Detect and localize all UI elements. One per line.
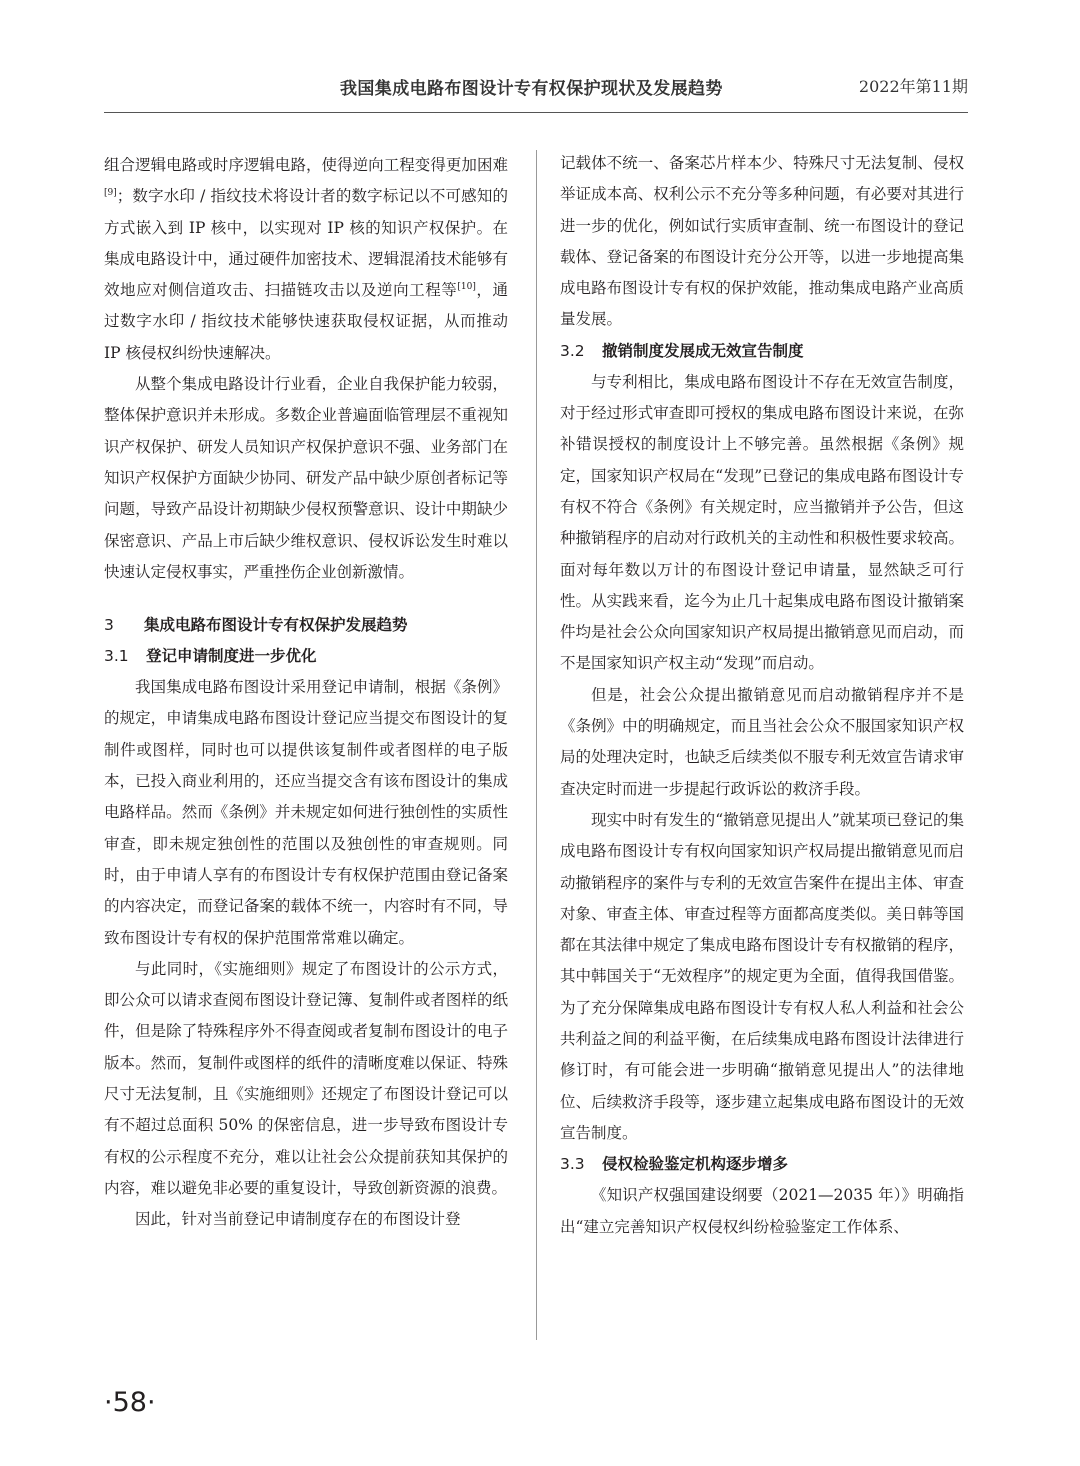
subsection-heading bbox=[560, 336, 964, 367]
subsection-heading bbox=[560, 1149, 964, 1180]
section-title: 撤销制度发展成无效宣告制度 bbox=[602, 341, 804, 360]
paragraph: 《知识产权强国建设纲要（2021—2035 年）》明确指出“建立完善知识产权侵权纠纷检验鉴定工作体系、 bbox=[560, 1186, 964, 1236]
paragraph: 我国集成电路布图设计采用登记申请制，根据《条例》的规定，申请集成电路布图设计登记应当提交布图设计的复制件或图样，同时也可以提供该复制件或者图样的电子版本，已投入商业利用的，还应当提交含有该布图设计的集成电路样品。然而《条例》并未规定如何进行独创性的实质性审查，即未规定独创性的范围以及独创性的审查规则。同时，由于申请人享有的布图设计专有权保护范围由登记备案的内容决定，而登记备案的载体不统一，内容时有不同，导致布图设计专有权的保护范围常常难以确定。 bbox=[104, 678, 508, 947]
paragraph: 现实中时有发生的“撤销意见提出人”就某项已登记的集成电路布图设计专有权向国家知识产权局提出撤销意见而启动撤销程序的案件与专利的无效宣告案件在提出主体、审查对象、审查主体、审查过程等方面都高度类似。美日韩等国都在其法律中规定了集成电路布图设计专有权撤销的程序，其中韩国关于“无效程序”的规定更为全面，值得我国借鉴。为了充分保障集成电路布图设计专有权人私人利益和社会公共利益之间的利益平衡，在后续集成电路布图设计法律进行修订时，有可能会进一步明确“撤销意见提出人”的法律地位、后续救济手段等，逐步建立起集成电路布图设计的无效宣告制度。 bbox=[560, 810, 964, 1142]
section-title: 登记申请制度进一步优化 bbox=[146, 647, 317, 666]
paragraph: 记载体不统一、备案芯片样本少、特殊尺寸无法复制、侵权举证成本高、权利公示不充分等多种问题，有必要对其进行进一步的优化，例如试行实质审查制、统一布图设计的登记载体、登记备案的布图设计充分公开等，以进一步地提高集成电路布图设计专有权的保护效能，推动集成电路产业高质量发展。 bbox=[560, 154, 964, 329]
paragraph: 与专利相比，集成电路布图设计不存在无效宣告制度，对于经过形式审查即可授权的集成电路布图设计来说，在弥补错误授权的制度设计上不够完善。虽然根据《条例》规定，国家知识产权局在“发现”已登记的集成电路布图设计专有权不符合《条例》有关规定时，应当撤销并予公告，但这种撤销程序的启动对行政机关的主动性和积极性要求较高。面对每年数以万计的布图设计登记申请量，显然缺乏可行性。从实践来看，迄今为止几十起集成电路布图设计撤销案件均是社会公众向国家知识产权局提出撤销意见而启动，而不是国家知识产权主动“发现”而启动。 bbox=[560, 372, 964, 673]
page-number: ·58· bbox=[104, 1387, 156, 1418]
citation-ref: [9] bbox=[104, 188, 117, 199]
header-rule bbox=[104, 112, 968, 113]
section-title: 集成电路布图设计专有权保护发展趋势 bbox=[144, 616, 408, 635]
paragraph: 因此，针对当前登记申请制度存在的布图设计登 bbox=[135, 1210, 461, 1229]
section-number: 3 bbox=[104, 616, 114, 635]
column-divider bbox=[536, 150, 537, 1340]
left-column bbox=[104, 150, 508, 1236]
paragraph-text: ；数字水印 / 指纹技术将设计者的数字标记以不可感知的方式嵌入到 IP 核中，以实现对 IP 核的知识产权保护。在集成电路设计中，通过硬件加密技术、逻辑混淆技术能够有效地应对侧信道攻击、扫描链攻击以及逆向工程等 bbox=[104, 187, 508, 300]
section-number: 3.1 bbox=[104, 647, 129, 666]
issue-label: 2022年第11期 bbox=[858, 77, 968, 96]
subsection-heading bbox=[104, 641, 508, 672]
section-title: 侵权检验鉴定机构逐步增多 bbox=[602, 1155, 789, 1174]
journal-article-title: 我国集成电路布图设计专有权保护现状及发展趋势 bbox=[340, 79, 723, 99]
paragraph: 但是，社会公众提出撤销意见而启动撤销程序并不是《条例》中的明确规定，而且当社会公众不服国家知识产权局的处理决定时，也缺乏后续类似不服专利无效宣告请求审查决定时而进一步提起行政诉讼的救济手段。 bbox=[560, 685, 964, 798]
right-column bbox=[560, 148, 964, 1243]
section-heading bbox=[104, 610, 508, 641]
section-number: 3.2 bbox=[560, 341, 585, 360]
paragraph: 从整个集成电路设计行业看，企业自我保护能力较弱，整体保护意识并未形成。多数企业普遍面临管理层不重视知识产权保护、研发人员知识产权保护意识不强、业务部门在知识产权保护方面缺少协同、研发产品中缺少原创者标记等问题，导致产品设计初期缺少侵权预警意识、设计中期缺少保密意识、产品上市后缺少维权意识、侵权诉讼发生时难以快速认定侵权事实，严重挫伤企业创新激情。 bbox=[104, 375, 508, 581]
running-header bbox=[104, 74, 968, 104]
paragraph-text: ，通过数字水印 / 指纹技术能够快速获取侵权证据，从而推动 IP 核侵权纠纷快速解决。 bbox=[104, 281, 508, 362]
paragraph bbox=[104, 150, 508, 369]
paragraph-text: 组合逻辑电路或时序逻辑电路，使得逆向工程变得更加困难 bbox=[104, 156, 508, 174]
citation-ref: [10] bbox=[457, 282, 476, 293]
paragraph: 与此同时，《实施细则》规定了布图设计的公示方式，即公众可以请求查阅布图设计登记簿、复制件或者图样的纸件，但是除了特殊程序外不得查阅或者复制布图设计的电子版本。然而，复制件或图样的纸件的清晰度难以保证、特殊尺寸无法复制，且《实施细则》还规定了布图设计登记可以有不超过总面积 50% 的保密信息，进一步导致布图设计专有权的公示程度不充分，难以让社会公众提前获知其保护的内容，难以避免非必要的重复设计，导致创新资源的浪费。 bbox=[104, 959, 508, 1197]
section-number: 3.3 bbox=[560, 1155, 585, 1174]
